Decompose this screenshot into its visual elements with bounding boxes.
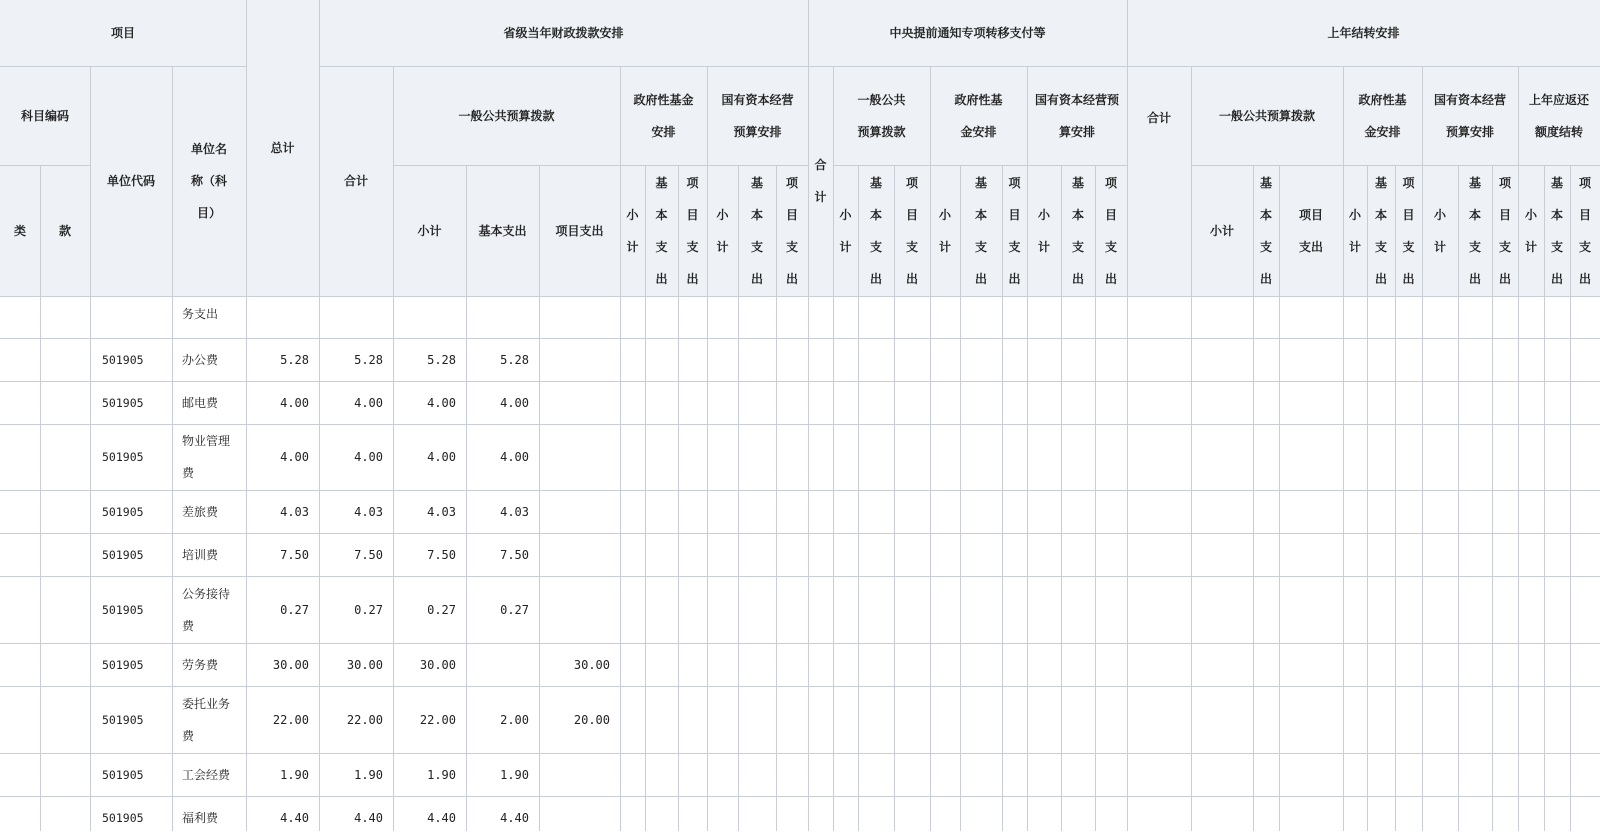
xiangmu-value bbox=[539, 576, 620, 643]
total-value: 30.00 bbox=[272, 657, 309, 672]
subheader-xiaoji: 小计 bbox=[707, 165, 738, 296]
jiben-value: 4.00 bbox=[500, 450, 529, 464]
header-danwei-daima: 单位代码 bbox=[90, 66, 172, 296]
xiaoji-value: 4.00 bbox=[427, 395, 456, 410]
heji-value: 5.28 bbox=[354, 352, 383, 367]
subheader-jiben: 基本支出 bbox=[1061, 165, 1095, 296]
xiangmu-value bbox=[539, 753, 620, 796]
subheader-xiaoji: 小计 bbox=[1027, 165, 1061, 296]
heji-value: 4.00 bbox=[354, 450, 383, 464]
heji-value: 0.27 bbox=[354, 602, 383, 617]
unit-name: 务支出 bbox=[182, 307, 219, 321]
jiben-value: 1.90 bbox=[500, 767, 529, 782]
subheader-jiben: 基本支出 bbox=[858, 165, 894, 296]
xiaoji-value: 30.00 bbox=[419, 657, 456, 672]
header-zy-guoyou: 国有资本经营预算安排 bbox=[1027, 66, 1127, 165]
header-sheng-yiban: 一般公共预算拨款 bbox=[393, 66, 620, 165]
unit-code: 501905 bbox=[102, 352, 144, 367]
unit-name: 福利费 bbox=[182, 810, 219, 825]
header-kemu-bianma: 科目编码 bbox=[0, 66, 90, 165]
subheader-xiaoji: 小计 bbox=[833, 165, 858, 296]
unit-name: 委托业务费 bbox=[182, 696, 231, 743]
total-value: 22.00 bbox=[272, 712, 309, 727]
header-sheng-jiben: 基本支出 bbox=[466, 165, 539, 296]
subheader-xiaoji: 小计 bbox=[930, 165, 960, 296]
xiaoji-value bbox=[393, 296, 466, 338]
header-zy-heji: 合计 bbox=[808, 66, 833, 296]
xiangmu-value bbox=[539, 424, 620, 490]
subheader-xiangmu-zc: 项目支出 bbox=[894, 165, 930, 296]
header-sn-jiben: 基本支出 bbox=[1253, 165, 1279, 296]
unit-code: 501905 bbox=[102, 504, 144, 519]
header-danwei-mingcheng: 单位名称（科目） bbox=[172, 66, 246, 296]
header-zy-yiban: 一般公共预算拨款 bbox=[833, 66, 930, 165]
xiangmu-value: 20.00 bbox=[573, 712, 610, 727]
total-value: 0.27 bbox=[280, 602, 309, 617]
heji-value: 30.00 bbox=[346, 657, 383, 672]
total-value bbox=[246, 296, 319, 338]
heji-value: 4.03 bbox=[354, 504, 383, 519]
heji-value: 1.90 bbox=[354, 767, 383, 782]
header-sheng-zhengfu: 政府性基金安排 bbox=[620, 66, 707, 165]
header-sheng-xiangmu: 项目支出 bbox=[539, 165, 620, 296]
unit-name: 劳务费 bbox=[182, 657, 219, 672]
unit-name: 公务接待费 bbox=[182, 586, 231, 633]
unit-code: 501905 bbox=[102, 767, 144, 782]
unit-code: 501905 bbox=[102, 602, 144, 617]
subheader-xiangmu-zc: 项目支出 bbox=[1395, 165, 1422, 296]
header-zy-zhengfu: 政府性基金安排 bbox=[930, 66, 1027, 165]
jiben-value: 4.40 bbox=[500, 810, 529, 825]
heji-value: 22.00 bbox=[346, 712, 383, 727]
xiaoji-value: 4.40 bbox=[427, 810, 456, 825]
xiaoji-value: 4.03 bbox=[427, 504, 456, 519]
header-lei: 类 bbox=[0, 165, 40, 296]
jiben-value bbox=[466, 643, 539, 686]
header-sn-title: 上年结转安排 bbox=[1127, 0, 1600, 66]
xiangmu-value bbox=[539, 381, 620, 424]
subheader-xiangmu-zc: 项目支出 bbox=[678, 165, 707, 296]
xiaoji-value: 0.27 bbox=[427, 602, 456, 617]
header-sheng-guoyou: 国有资本经营预算安排 bbox=[707, 66, 808, 165]
unit-name: 物业管理费 bbox=[182, 434, 231, 480]
subheader-jiben: 基本支出 bbox=[1367, 165, 1395, 296]
header-zy-title: 中央提前通知专项转移支付等 bbox=[808, 0, 1127, 66]
jiben-value bbox=[466, 296, 539, 338]
subheader-xiangmu-zc: 项目支出 bbox=[1570, 165, 1600, 296]
subheader-xiaoji: 小计 bbox=[620, 165, 645, 296]
total-value: 4.00 bbox=[280, 450, 309, 464]
jiben-value: 5.28 bbox=[500, 352, 529, 367]
subheader-xiaoji: 小计 bbox=[1422, 165, 1458, 296]
xiaoji-value: 4.00 bbox=[427, 450, 456, 464]
header-sheng-title: 省级当年财政拨款安排 bbox=[319, 0, 808, 66]
header-sn-guoyou: 国有资本经营预算安排 bbox=[1422, 66, 1518, 165]
subheader-xiangmu-zc: 项目支出 bbox=[1095, 165, 1127, 296]
subheader-jiben: 基本支出 bbox=[738, 165, 776, 296]
jiben-value: 4.03 bbox=[500, 504, 529, 519]
xiaoji-value: 5.28 bbox=[427, 352, 456, 367]
subheader-xiangmu-zc: 项目支出 bbox=[776, 165, 808, 296]
unit-code: 501905 bbox=[102, 450, 144, 464]
unit-name: 邮电费 bbox=[182, 395, 219, 410]
subheader-jiben: 基本支出 bbox=[960, 165, 1002, 296]
header-sn-yiban: 一般公共预算拨款 bbox=[1191, 66, 1343, 165]
header-zongji: 总计 bbox=[246, 0, 319, 296]
xiaoji-value: 7.50 bbox=[427, 547, 456, 562]
unit-code: 501905 bbox=[102, 712, 144, 727]
subheader-xiangmu-zc: 项目支出 bbox=[1492, 165, 1518, 296]
header-sheng-heji: 合计 bbox=[319, 66, 393, 296]
jiben-value: 2.00 bbox=[500, 712, 529, 727]
unit-code: 501905 bbox=[102, 547, 144, 562]
header-sn-fanhuan: 上年应返还额度结转 bbox=[1518, 66, 1600, 165]
heji-value bbox=[319, 296, 393, 338]
header-sn-xiaoji: 小计 bbox=[1191, 165, 1253, 296]
unit-name: 培训费 bbox=[182, 547, 219, 562]
subheader-jiben: 基本支出 bbox=[1544, 165, 1570, 296]
total-value: 4.40 bbox=[280, 810, 309, 825]
unit-name: 差旅费 bbox=[182, 504, 219, 519]
xiangmu-value bbox=[539, 296, 620, 338]
jiben-value: 4.00 bbox=[500, 395, 529, 410]
subheader-xiaoji: 小计 bbox=[1518, 165, 1544, 296]
total-value: 5.28 bbox=[280, 352, 309, 367]
subheader-jiben: 基本支出 bbox=[1458, 165, 1492, 296]
total-value: 4.00 bbox=[280, 395, 309, 410]
jiben-value: 7.50 bbox=[500, 547, 529, 562]
xiangmu-value bbox=[539, 338, 620, 381]
xiangmu-value bbox=[539, 490, 620, 533]
xiangmu-value bbox=[539, 796, 620, 839]
unit-name: 工会经费 bbox=[182, 767, 231, 782]
unit-code: 501905 bbox=[102, 395, 144, 410]
jiben-value: 0.27 bbox=[500, 602, 529, 617]
xiangmu-value bbox=[539, 533, 620, 576]
unit-code: 501905 bbox=[102, 657, 144, 672]
header-kuan: 款 bbox=[40, 165, 90, 296]
unit-code: 501905 bbox=[102, 810, 144, 825]
heji-value: 7.50 bbox=[354, 547, 383, 562]
heji-value: 4.40 bbox=[354, 810, 383, 825]
unit-code bbox=[90, 296, 172, 338]
header-sn-zhengfu: 政府性基金安排 bbox=[1343, 66, 1422, 165]
total-value: 7.50 bbox=[280, 547, 309, 562]
unit-name: 办公费 bbox=[182, 352, 219, 367]
subheader-jiben: 基本支出 bbox=[645, 165, 678, 296]
xiaoji-value: 22.00 bbox=[419, 712, 456, 727]
subheader-xiangmu-zc: 项目支出 bbox=[1002, 165, 1027, 296]
subheader-xiaoji: 小计 bbox=[1343, 165, 1367, 296]
heji-value: 4.00 bbox=[354, 395, 383, 410]
header-sheng-xiaoji: 小计 bbox=[393, 165, 466, 296]
xiangmu-value: 30.00 bbox=[573, 657, 610, 672]
total-value: 1.90 bbox=[280, 767, 309, 782]
header-xiangmu: 项目 bbox=[0, 0, 246, 66]
header-sn-heji: 合计 bbox=[1127, 66, 1191, 296]
total-value: 4.03 bbox=[280, 504, 309, 519]
header-sn-xiangmu: 项目支出 bbox=[1279, 165, 1343, 296]
xiaoji-value: 1.90 bbox=[427, 767, 456, 782]
